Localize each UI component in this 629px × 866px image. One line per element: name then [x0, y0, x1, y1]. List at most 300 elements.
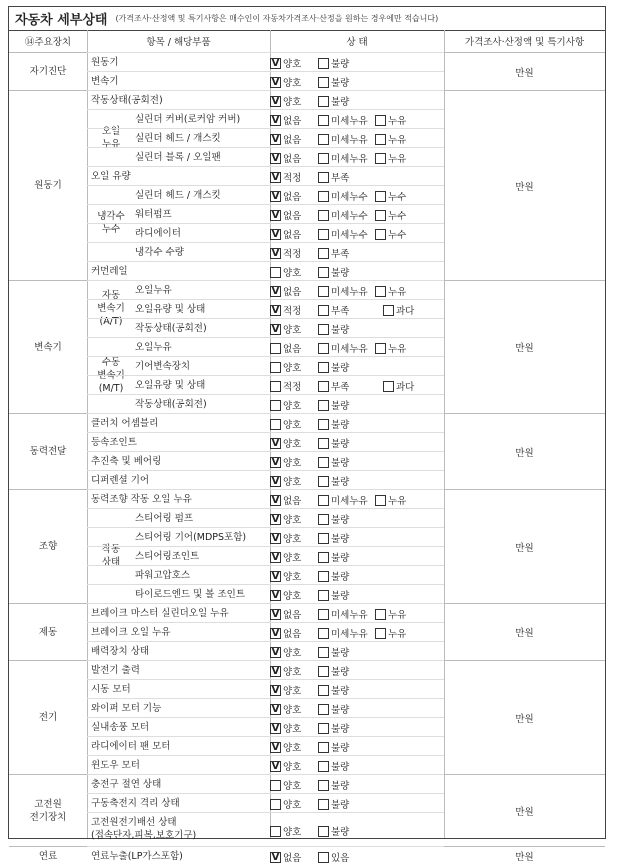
checkbox[interactable]	[270, 267, 281, 278]
row-item-label: 스티어링조인트	[135, 551, 200, 562]
checkbox[interactable]	[383, 305, 394, 316]
checkbox[interactable]	[318, 438, 329, 449]
checkbox[interactable]	[270, 780, 281, 791]
option-label: 불량	[331, 534, 350, 545]
price-field[interactable]: 만원	[444, 846, 605, 865]
price-field[interactable]: 만원	[444, 413, 605, 489]
state-option[interactable]	[318, 850, 349, 864]
checkbox[interactable]	[375, 191, 386, 202]
state-option[interactable]	[318, 94, 349, 108]
option-label: 불량	[331, 553, 350, 564]
checkbox[interactable]	[318, 495, 329, 506]
state-option[interactable]	[318, 455, 349, 469]
state-option[interactable]	[270, 824, 301, 838]
state-option[interactable]	[318, 227, 368, 241]
price-field[interactable]: 만원	[444, 489, 605, 603]
checkbox[interactable]: V	[271, 76, 280, 88]
state-option[interactable]	[270, 284, 301, 298]
checkbox[interactable]	[318, 248, 329, 259]
state-option[interactable]	[318, 531, 349, 545]
checkbox[interactable]	[318, 666, 329, 677]
checkbox[interactable]	[270, 799, 281, 810]
state-option[interactable]	[318, 189, 368, 203]
option-label: 없음	[283, 496, 302, 507]
inspection-row	[87, 166, 444, 185]
state-option[interactable]	[318, 824, 349, 838]
price-field[interactable]: 만원	[444, 660, 605, 774]
checkbox[interactable]: V	[271, 760, 280, 772]
state-option[interactable]	[270, 360, 301, 374]
option-label: 누유	[388, 287, 407, 298]
option-label: 양호	[283, 743, 302, 754]
state-option[interactable]	[318, 683, 349, 697]
checkbox[interactable]: V	[271, 722, 280, 734]
checkbox[interactable]: V	[271, 152, 280, 164]
checkbox[interactable]	[375, 495, 386, 506]
checkbox[interactable]: V	[271, 589, 280, 601]
state-option[interactable]	[383, 303, 414, 317]
checkbox[interactable]	[318, 286, 329, 297]
checkbox[interactable]: V	[271, 285, 280, 297]
device-category: 자기진단	[9, 52, 87, 90]
option-label: 없음	[283, 629, 302, 640]
col-device-header: ⑭주요장치	[9, 30, 87, 53]
option-label: 없음	[283, 135, 302, 146]
checkbox[interactable]: V	[271, 228, 280, 240]
checkbox[interactable]: V	[271, 171, 280, 183]
option-label: 불량	[331, 686, 350, 697]
state-option[interactable]	[270, 607, 301, 621]
state-option[interactable]	[318, 379, 349, 393]
option-label: 불량	[331, 827, 350, 838]
checkbox[interactable]: V	[271, 627, 280, 639]
state-option[interactable]	[375, 189, 406, 203]
state-option[interactable]	[318, 740, 349, 754]
option-label: 양호	[283, 667, 302, 678]
checkbox[interactable]	[318, 476, 329, 487]
option-label: 미세누유	[331, 610, 368, 621]
option-label: 미세누유	[331, 344, 368, 355]
checkbox[interactable]	[318, 552, 329, 563]
checkbox[interactable]: V	[271, 247, 280, 259]
state-option[interactable]	[270, 512, 301, 526]
state-option[interactable]	[318, 493, 368, 507]
checkbox[interactable]	[270, 362, 281, 373]
inspection-row	[87, 318, 444, 337]
option-label: 없음	[283, 344, 302, 355]
state-option[interactable]	[270, 740, 301, 754]
option-label: 양호	[283, 439, 302, 450]
inspection-row	[87, 774, 444, 793]
state-option[interactable]	[318, 512, 349, 526]
checkbox[interactable]	[375, 343, 386, 354]
checkbox[interactable]: V	[271, 851, 280, 863]
state-option[interactable]	[318, 113, 368, 127]
option-label: 불량	[331, 800, 350, 811]
checkbox[interactable]	[318, 685, 329, 696]
row-item-label: 작동상태(공회전)	[135, 323, 207, 334]
state-option[interactable]	[318, 341, 368, 355]
checkbox[interactable]	[318, 172, 329, 183]
state-option[interactable]	[318, 436, 349, 450]
checkbox[interactable]	[318, 533, 329, 544]
checkbox[interactable]: V	[271, 95, 280, 107]
state-option[interactable]	[270, 379, 301, 393]
state-option[interactable]	[270, 721, 301, 735]
state-option[interactable]	[270, 303, 301, 317]
checkbox[interactable]: V	[271, 190, 280, 202]
checkbox[interactable]	[270, 381, 281, 392]
checkbox[interactable]	[318, 400, 329, 411]
checkbox[interactable]: V	[271, 551, 280, 563]
checkbox[interactable]	[318, 826, 329, 837]
checkbox[interactable]	[318, 324, 329, 335]
checkbox[interactable]	[318, 343, 329, 354]
state-option[interactable]	[318, 56, 349, 70]
state-option[interactable]	[318, 588, 349, 602]
state-option[interactable]	[318, 170, 349, 184]
checkbox[interactable]	[318, 704, 329, 715]
option-label: 양호	[283, 59, 302, 70]
row-item-label: 기어변속장치	[135, 361, 191, 372]
state-option[interactable]	[375, 227, 406, 241]
state-option[interactable]	[270, 664, 301, 678]
checkbox[interactable]	[375, 628, 386, 639]
checkbox[interactable]: V	[271, 513, 280, 525]
checkbox[interactable]	[318, 267, 329, 278]
state-option[interactable]	[270, 151, 301, 165]
checkbox[interactable]	[383, 381, 394, 392]
state-option[interactable]	[270, 208, 301, 222]
state-option[interactable]	[270, 797, 301, 811]
state-option[interactable]	[375, 208, 406, 222]
inspection-row	[87, 299, 444, 318]
checkbox[interactable]	[318, 134, 329, 145]
inspection-row	[87, 451, 444, 470]
checkbox[interactable]	[318, 229, 329, 240]
state-option[interactable]	[270, 455, 301, 469]
checkbox[interactable]	[270, 343, 281, 354]
option-label: 양호	[283, 97, 302, 108]
state-option[interactable]	[270, 778, 301, 792]
checkbox[interactable]	[318, 852, 329, 863]
inspection-row	[87, 185, 444, 204]
checkbox[interactable]	[318, 362, 329, 373]
state-option[interactable]	[375, 607, 406, 621]
checkbox[interactable]	[375, 229, 386, 240]
state-option[interactable]	[318, 607, 368, 621]
state-option[interactable]	[318, 721, 349, 735]
checkbox[interactable]: V	[271, 437, 280, 449]
checkbox[interactable]	[318, 210, 329, 221]
state-option[interactable]	[318, 702, 349, 716]
checkbox[interactable]	[318, 799, 329, 810]
state-option[interactable]	[318, 778, 349, 792]
option-label: 없음	[283, 192, 302, 203]
row-item-label: 변속기	[91, 76, 119, 87]
option-label: 누유	[388, 610, 407, 621]
row-item-label: 윈도우 모터	[91, 760, 140, 771]
option-label: 미세누유	[331, 154, 368, 165]
checkbox[interactable]	[318, 96, 329, 107]
row-item-label: 실린더 커버(로커암 커버)	[135, 114, 241, 125]
option-label: 없음	[283, 211, 302, 222]
state-option[interactable]	[270, 588, 301, 602]
state-option[interactable]	[270, 850, 301, 864]
state-option[interactable]	[270, 75, 301, 89]
checkbox[interactable]	[375, 153, 386, 164]
inspection-row	[87, 565, 444, 584]
state-option[interactable]	[270, 645, 301, 659]
state-option[interactable]	[383, 379, 414, 393]
checkbox[interactable]	[318, 590, 329, 601]
state-option[interactable]	[270, 189, 301, 203]
state-option[interactable]	[318, 645, 349, 659]
option-label: 불량	[331, 97, 350, 108]
state-option[interactable]	[270, 474, 301, 488]
option-label: 불량	[331, 78, 350, 89]
checkbox[interactable]	[318, 77, 329, 88]
option-label: 양호	[283, 477, 302, 488]
state-option[interactable]	[318, 550, 349, 564]
checkbox[interactable]	[375, 609, 386, 620]
checkbox[interactable]: V	[271, 608, 280, 620]
price-field[interactable]: 만원	[444, 774, 605, 846]
option-label: 없음	[283, 230, 302, 241]
inspection-row	[87, 755, 444, 774]
item-subgroup: 냉각수 누수	[97, 211, 125, 235]
inspection-row	[87, 584, 444, 603]
row-item-label: 파워고압호스	[135, 570, 191, 581]
checkbox[interactable]	[318, 571, 329, 582]
checkbox[interactable]	[318, 58, 329, 69]
checkbox[interactable]	[375, 210, 386, 221]
checkbox[interactable]	[318, 115, 329, 126]
state-option[interactable]	[318, 626, 368, 640]
checkbox[interactable]	[318, 305, 329, 316]
row-item-label: 실린더 블록 / 오일팬	[135, 152, 221, 163]
state-option[interactable]	[375, 626, 406, 640]
state-option[interactable]	[318, 360, 349, 374]
checkbox[interactable]	[270, 826, 281, 837]
inspection-row	[87, 698, 444, 717]
checkbox[interactable]: V	[271, 532, 280, 544]
row-item-label: 오일누유	[135, 342, 172, 353]
state-option[interactable]	[318, 75, 349, 89]
inspection-row	[87, 71, 444, 90]
option-label: 누유	[388, 496, 407, 507]
checkbox[interactable]	[318, 153, 329, 164]
option-label: 불량	[331, 59, 350, 70]
state-option[interactable]	[270, 550, 301, 564]
state-option[interactable]	[375, 341, 406, 355]
checkbox[interactable]: V	[271, 684, 280, 696]
checkbox[interactable]	[318, 628, 329, 639]
option-label: 미세누유	[331, 287, 368, 298]
option-label: 양호	[283, 325, 302, 336]
option-label: 양호	[283, 268, 302, 279]
state-option[interactable]	[318, 417, 349, 431]
row-item-label: 워터펌프	[135, 209, 172, 220]
checkbox[interactable]: V	[271, 133, 280, 145]
option-label: 불량	[331, 515, 350, 526]
checkbox[interactable]: V	[271, 456, 280, 468]
checkbox[interactable]	[318, 761, 329, 772]
state-option[interactable]	[318, 132, 368, 146]
row-item-label: 스티어링 펌프	[135, 513, 194, 524]
checkbox[interactable]: V	[271, 323, 280, 335]
state-option[interactable]	[270, 341, 301, 355]
state-option[interactable]	[318, 797, 349, 811]
checkbox[interactable]	[318, 742, 329, 753]
checkbox[interactable]: V	[271, 114, 280, 126]
state-option[interactable]	[270, 569, 301, 583]
row-item-label: 오일유량 및 상태	[135, 304, 206, 315]
checkbox[interactable]	[318, 647, 329, 658]
state-option[interactable]	[375, 493, 406, 507]
state-option[interactable]	[270, 113, 301, 127]
option-label: 누유	[388, 116, 407, 127]
state-option[interactable]	[270, 56, 301, 70]
option-label: 미세누유	[331, 629, 368, 640]
state-option[interactable]	[270, 759, 301, 773]
option-label: 양호	[283, 762, 302, 773]
option-label: 없음	[283, 853, 302, 864]
option-label: 양호	[283, 781, 302, 792]
option-label: 불량	[331, 705, 350, 716]
option-label: 없음	[283, 154, 302, 165]
checkbox[interactable]	[318, 381, 329, 392]
price-field[interactable]: 만원	[444, 280, 605, 413]
state-option[interactable]	[318, 151, 368, 165]
option-label: 부족	[331, 382, 350, 393]
state-option[interactable]	[318, 569, 349, 583]
state-option[interactable]	[270, 322, 301, 336]
form-title: 자동차 세부상태	[15, 13, 108, 28]
row-item-label: 라디에이터 팬 모터	[91, 741, 171, 752]
checkbox[interactable]: V	[271, 703, 280, 715]
state-option[interactable]	[318, 284, 368, 298]
option-label: 불량	[331, 401, 350, 412]
option-label: 양호	[283, 827, 302, 838]
price-field[interactable]: 만원	[444, 90, 605, 280]
option-label: 불량	[331, 572, 350, 583]
checkbox[interactable]: V	[271, 57, 280, 69]
row-item-label: 연료누출(LP가스포함)	[91, 851, 183, 862]
checkbox[interactable]: V	[271, 646, 280, 658]
state-option[interactable]	[318, 664, 349, 678]
row-item-label: 커먼레일	[91, 266, 128, 277]
inspection-row	[87, 261, 444, 280]
checkbox[interactable]	[318, 457, 329, 468]
inspection-row	[87, 527, 444, 546]
state-option[interactable]	[270, 493, 301, 507]
state-option[interactable]	[375, 113, 406, 127]
state-option[interactable]	[270, 436, 301, 450]
checkbox[interactable]	[375, 134, 386, 145]
option-label: 적정	[283, 173, 302, 184]
state-option[interactable]	[270, 702, 301, 716]
state-option[interactable]	[375, 151, 406, 165]
state-option[interactable]	[318, 303, 349, 317]
checkbox[interactable]: V	[271, 209, 280, 221]
option-label: 누수	[388, 211, 407, 222]
state-option[interactable]	[270, 227, 301, 241]
state-option[interactable]	[270, 246, 301, 260]
inspection-row	[87, 432, 444, 451]
device-category: 변속기	[9, 280, 87, 413]
state-option[interactable]	[318, 759, 349, 773]
checkbox[interactable]	[318, 723, 329, 734]
inspection-row	[87, 52, 444, 71]
row-item-label: 실린더 헤드 / 개스킷	[135, 190, 221, 201]
state-option[interactable]	[270, 531, 301, 545]
inspection-row	[87, 603, 444, 622]
option-label: 불량	[331, 762, 350, 773]
state-option[interactable]	[375, 132, 406, 146]
option-label: 불량	[331, 724, 350, 735]
option-label: 적정	[283, 382, 302, 393]
device-category: 조향	[9, 489, 87, 603]
option-label: 불량	[331, 325, 350, 336]
state-option[interactable]	[318, 474, 349, 488]
state-option[interactable]	[270, 683, 301, 697]
checkbox[interactable]	[318, 191, 329, 202]
price-field[interactable]: 만원	[444, 603, 605, 660]
state-option[interactable]	[318, 208, 368, 222]
state-option[interactable]	[270, 398, 301, 412]
row-item-label: 브레이크 오일 누유	[91, 627, 171, 638]
checkbox[interactable]: V	[271, 475, 280, 487]
state-option[interactable]	[270, 94, 301, 108]
checkbox[interactable]: V	[271, 494, 280, 506]
checkbox[interactable]	[270, 400, 281, 411]
state-option[interactable]	[375, 284, 406, 298]
checkbox[interactable]: V	[271, 570, 280, 582]
state-option[interactable]	[270, 170, 301, 184]
state-option[interactable]	[318, 398, 349, 412]
col-item-header: 항목 / 해당부품	[87, 30, 270, 53]
state-option[interactable]	[270, 626, 301, 640]
checkbox[interactable]	[318, 514, 329, 525]
checkbox[interactable]	[375, 115, 386, 126]
checkbox[interactable]	[375, 286, 386, 297]
price-field[interactable]: 만원	[444, 52, 605, 90]
option-label: 불량	[331, 363, 350, 374]
state-option[interactable]	[318, 265, 349, 279]
option-label: 적정	[283, 249, 302, 260]
checkbox[interactable]	[318, 609, 329, 620]
inspection-row	[87, 337, 444, 356]
checkbox[interactable]	[270, 419, 281, 430]
state-option[interactable]	[270, 132, 301, 146]
state-option[interactable]	[318, 322, 349, 336]
checkbox[interactable]	[318, 780, 329, 791]
checkbox[interactable]: V	[271, 665, 280, 677]
row-item-label: 냉각수 수량	[135, 247, 184, 258]
option-label: 미세누유	[331, 496, 368, 507]
option-label: 양호	[283, 591, 302, 602]
state-option[interactable]	[270, 265, 301, 279]
checkbox[interactable]	[318, 419, 329, 430]
checkbox[interactable]: V	[271, 741, 280, 753]
state-option[interactable]	[270, 417, 301, 431]
checkbox[interactable]: V	[271, 304, 280, 316]
option-label: 누유	[388, 154, 407, 165]
state-option[interactable]	[318, 246, 349, 260]
inspection-row	[87, 280, 444, 299]
option-label: 불량	[331, 648, 350, 659]
